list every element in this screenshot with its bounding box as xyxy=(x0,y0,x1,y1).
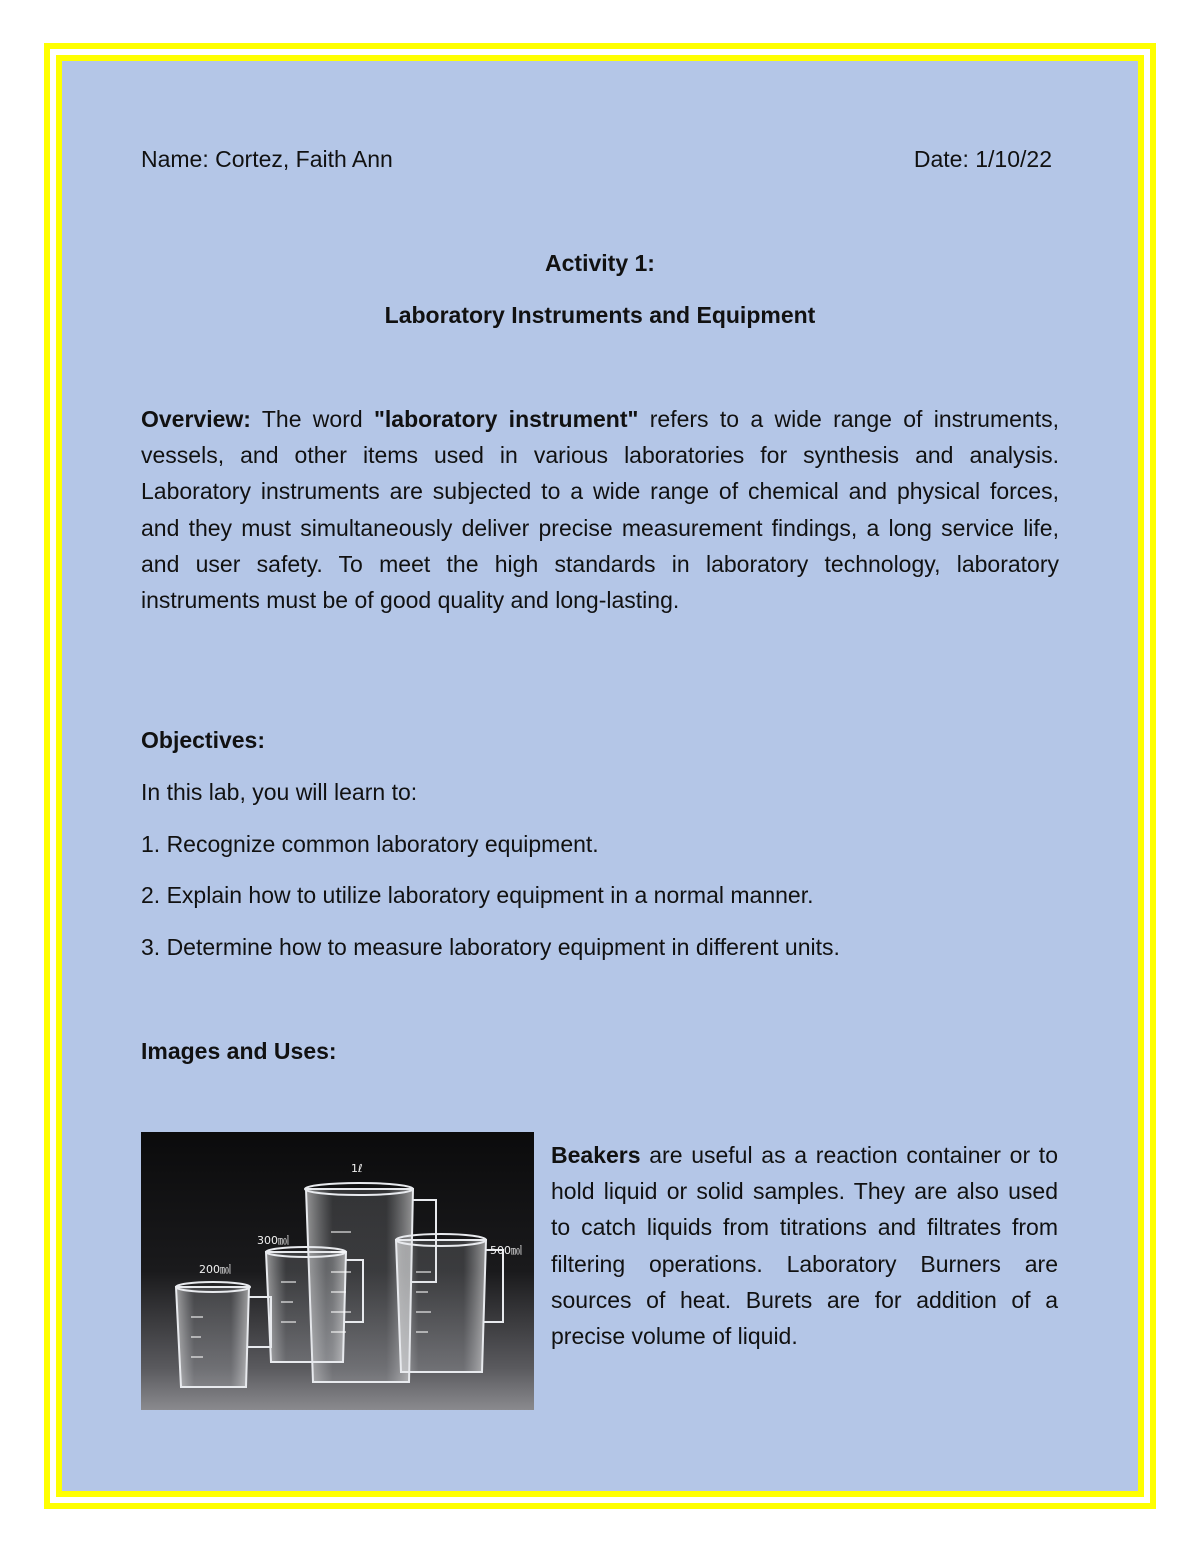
beakers-text: are useful as a reaction container or to hold liquid or solid samples. They are also used to catch liquids from titrations and filtrates from filtering operations. Laboratory Burners are sources of heat. Burets are for addition of a precise volume of liquid. xyxy=(551,1142,1058,1350)
label-500ml: 500㏖ xyxy=(490,1244,522,1257)
overview-text-before: The word xyxy=(250,406,374,432)
date: Date: 1/10/22 xyxy=(913,146,1052,172)
objective-item: 3. Determine how to measure laboratory equipment in different units. xyxy=(141,934,840,960)
objectives-heading: Objectives: xyxy=(141,727,265,753)
objective-item: 1. Recognize common laboratory equipment. xyxy=(141,831,599,857)
activity-subtitle: Laboratory Instruments and Equipment xyxy=(384,302,816,328)
label-1l: 1ℓ xyxy=(351,1162,363,1175)
beakers-term: Beakers xyxy=(551,1142,641,1168)
activity-title: Activity 1: xyxy=(545,250,655,276)
student-name: Name: Cortez, Faith Ann xyxy=(141,146,393,172)
overview-paragraph xyxy=(141,401,1059,618)
overview-term: "laboratory instrument" xyxy=(373,406,639,432)
beakers-description xyxy=(551,1137,1058,1354)
label-200ml: 200㏖ xyxy=(199,1263,231,1276)
label-300ml: 300㏖ xyxy=(257,1234,289,1247)
beakers-photo xyxy=(141,1132,534,1410)
beaker-500ml xyxy=(396,1234,503,1372)
overview-label: Overview: xyxy=(141,406,251,432)
images-heading: Images and Uses: xyxy=(141,1038,337,1064)
overview-text-after: refers to a wide range of instruments, vessels, and other items used in various laboratories for synthesis and analysis. Laboratory instruments are subjected to a wide range of chemical and physical forces, and they must simultaneously deliver precise measurement findings, a long service life, and user safety. To meet the high standards in laboratory technology, laboratory instruments must be of good quality and long-lasting. xyxy=(141,406,1060,614)
objective-item: 2. Explain how to utilize laboratory equipment in a normal manner. xyxy=(141,882,814,908)
objectives-intro: In this lab, you will learn to: xyxy=(141,779,418,805)
beaker-200ml xyxy=(176,1282,271,1387)
